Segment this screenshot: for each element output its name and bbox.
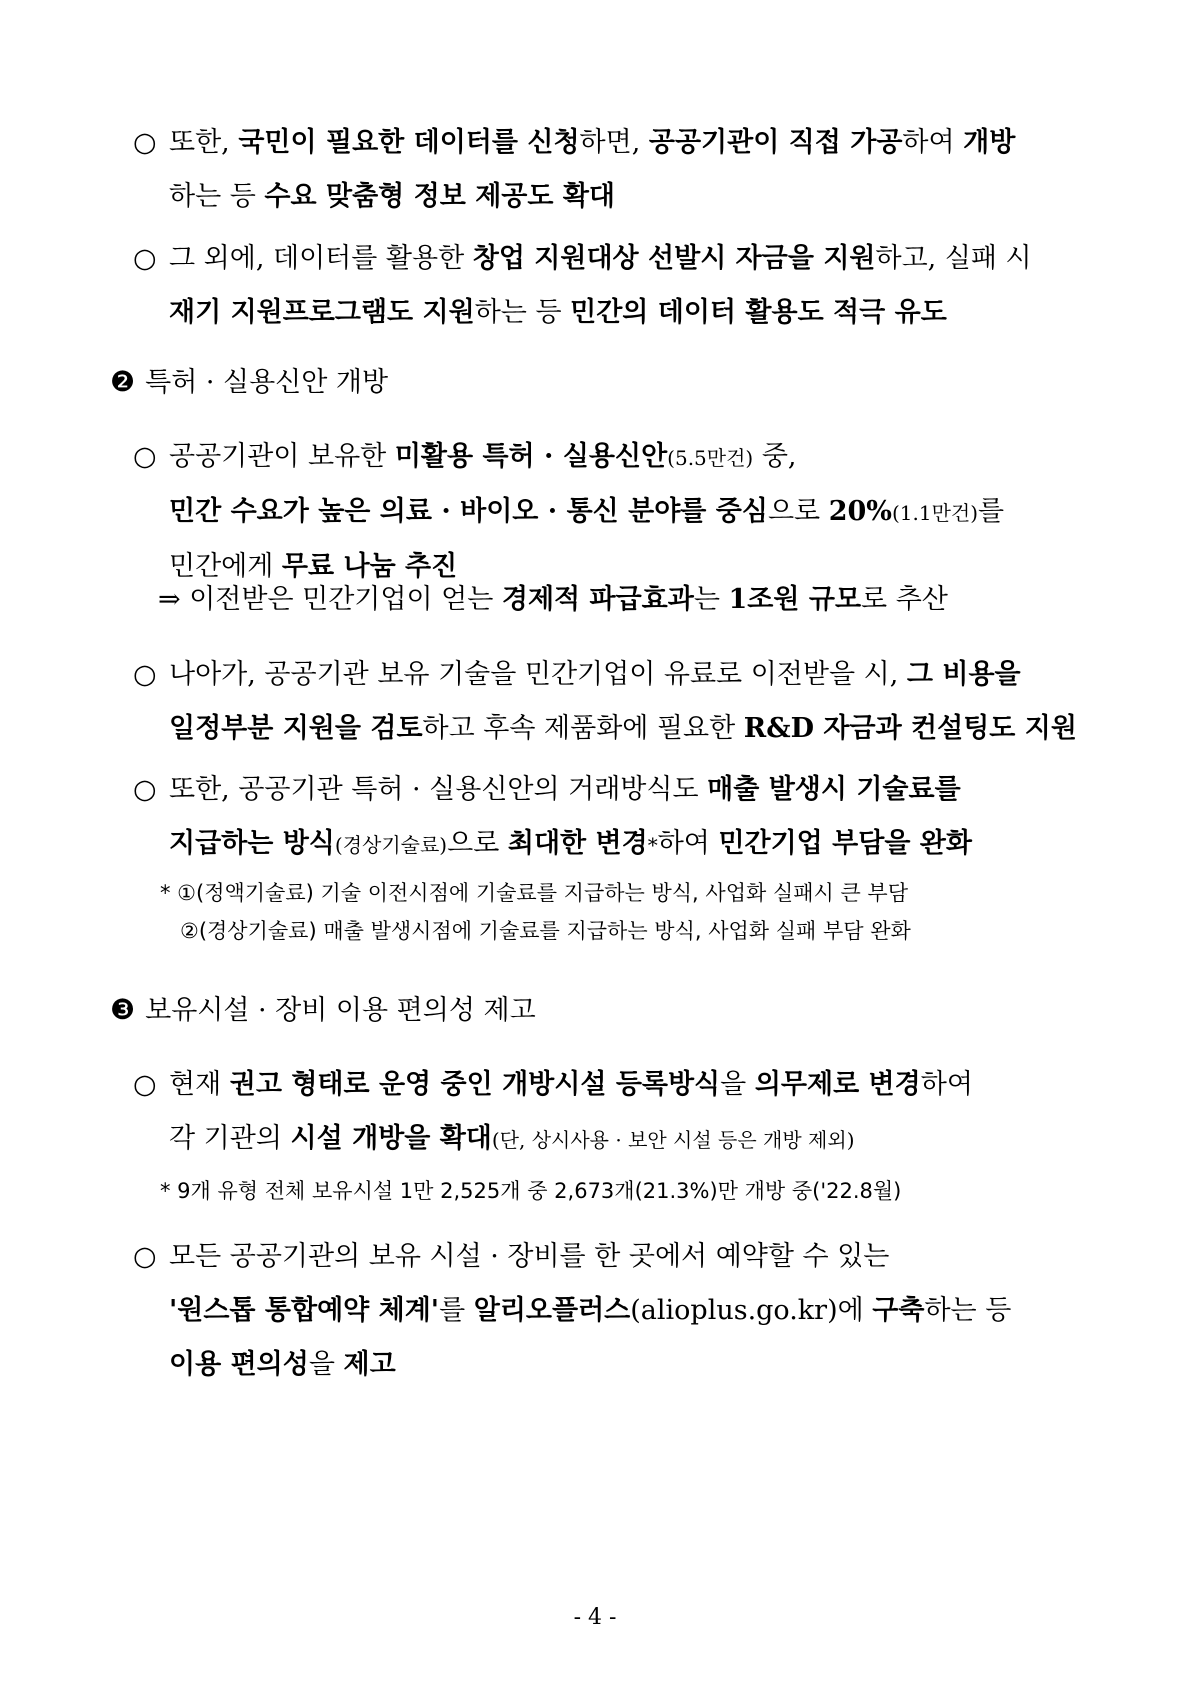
text-run: 그 외에, 데이터를 활용한 xyxy=(169,243,473,274)
text-run: ⇒ 이전받은 민간기업이 얻는 xyxy=(158,584,502,615)
bold-text-run: 그 비용을 xyxy=(906,659,1021,690)
line xyxy=(133,170,1093,224)
bold-text-run: 알리오플러스 xyxy=(473,1295,631,1326)
bold-text-run: 최대한 변경 xyxy=(507,828,648,859)
line xyxy=(169,1069,973,1100)
section-heading-facilities xyxy=(110,990,536,1031)
line xyxy=(169,127,1015,158)
bold-text-run: 민간기업 부담을 완화 xyxy=(718,828,972,859)
bullet-symbol: ○ xyxy=(133,659,157,690)
paragraph-facility-opening xyxy=(133,1058,1093,1167)
footnote-running-royalty: ②(경상기술료) 매출 발생시점에 기술료를 지급하는 방식, 사업화 실패 부담 완화 xyxy=(180,919,911,943)
paragraph-onestop-booking xyxy=(133,1230,1093,1392)
section-number: ❷ xyxy=(110,365,136,398)
line xyxy=(133,1284,1093,1338)
line xyxy=(133,702,1093,756)
bold-text-run: 공공기관이 직접 가공 xyxy=(648,127,903,158)
bullet-symbol: ○ xyxy=(133,774,157,805)
bold-text-run: 제고 xyxy=(343,1349,396,1380)
paragraph-data-request xyxy=(133,116,1093,224)
line xyxy=(169,243,1032,274)
text-run: 를 xyxy=(978,496,1005,527)
bold-text-run: 경제적 파급효과 xyxy=(501,584,694,615)
bullet-symbol: ○ xyxy=(133,1241,157,1272)
paragraph-transfer-support xyxy=(133,648,1093,756)
text-run: (경상기술료) xyxy=(334,833,448,857)
bold-text-run: R&D 자금과 컨설팅도 지원 xyxy=(743,713,1077,744)
bold-text-run: 권고 형태로 운영 중인 개방시설 등록방식 xyxy=(229,1069,721,1100)
bullet-symbol: ○ xyxy=(133,243,157,274)
text-run: 하면, xyxy=(579,127,649,158)
line xyxy=(169,659,1021,690)
line xyxy=(169,774,961,805)
line xyxy=(133,817,1093,872)
text-run: 각 기관의 xyxy=(169,1123,291,1154)
text-run: 을 xyxy=(720,1069,755,1100)
line xyxy=(133,485,1093,540)
section-title: 보유시설 · 장비 이용 편의성 제고 xyxy=(145,995,536,1026)
line xyxy=(169,1241,889,1272)
bold-text-run: 수요 맞춤형 정보 제공도 확대 xyxy=(264,181,616,212)
bold-text-run: 일정부분 지원을 검토 xyxy=(169,713,423,744)
text-run: * xyxy=(647,833,658,857)
text-run: 하고 후속 제품화에 필요한 xyxy=(422,713,744,744)
bold-text-run: 재기 지원프로그램도 지원 xyxy=(169,297,475,328)
text-run: (단, 상시사용 · 보안 시설 등은 개방 제외) xyxy=(491,1128,855,1152)
text-run: 중, xyxy=(753,441,797,472)
line xyxy=(133,1112,1093,1167)
text-run: 하는 등 xyxy=(924,1295,1012,1326)
text-run: 하는 등 xyxy=(474,297,571,328)
bold-text-run: 1조원 규모 xyxy=(728,584,862,615)
text-run: 하여 xyxy=(902,127,964,158)
paragraph-startup-support xyxy=(133,232,1093,340)
text-run: 또한, xyxy=(169,127,239,158)
text-run: 또한, 공공기관 특허 · 실용신안의 거래방식도 xyxy=(169,774,708,805)
bullet-symbol: ○ xyxy=(133,1069,157,1100)
text-run: 하여 xyxy=(920,1069,973,1100)
bold-text-run: 매출 발생시 기술료를 xyxy=(707,774,961,805)
text-run: 하고, 실패 시 xyxy=(875,243,1032,274)
paragraph-royalty-change xyxy=(133,763,1093,872)
text-run: 현재 xyxy=(169,1069,230,1100)
bold-text-run: 20% xyxy=(828,496,892,527)
page-number: - 4 - xyxy=(573,1605,617,1630)
bold-text-run: 개방 xyxy=(963,127,1016,158)
section-title: 특허 · 실용신안 개방 xyxy=(145,367,389,398)
bold-text-run: 의무제로 변경 xyxy=(754,1069,921,1100)
text-run: 나아가, 공공기관 보유 기술을 민간기업이 유료로 이전받을 시, xyxy=(169,659,907,690)
text-run: (5.5만건) xyxy=(667,446,754,470)
bold-text-run: 창업 지원대상 선발시 자금을 지원 xyxy=(472,243,876,274)
section-number: ❸ xyxy=(110,993,136,1026)
line xyxy=(169,441,796,472)
text-run: 을 xyxy=(308,1349,344,1380)
bold-text-run: 민간의 데이터 활용도 적극 유도 xyxy=(570,297,947,328)
text-run: (alioplus.go.kr)에 xyxy=(630,1295,873,1326)
bold-text-run: 민간 수요가 높은 의료 · 바이오 · 통신 분야를 중심 xyxy=(169,496,768,527)
paragraph-patent-sharing xyxy=(133,430,1093,594)
text-run: 를 xyxy=(439,1295,474,1326)
bold-text-run: 국민이 필요한 데이터를 신청 xyxy=(238,127,580,158)
bold-text-run: 미활용 특허 · 실용신안 xyxy=(394,441,668,472)
bold-text-run: 구축 xyxy=(872,1295,925,1326)
section-heading-patents xyxy=(110,362,388,403)
text-run: (1.1만건) xyxy=(891,501,979,525)
text-run: 민간에게 xyxy=(169,551,282,582)
text-run: 하여 xyxy=(657,828,719,859)
text-run: 하는 등 xyxy=(169,181,265,212)
text-run: 으로 xyxy=(767,496,829,527)
line xyxy=(133,1338,1093,1392)
footnote-fixed-royalty: * ①(정액기술료) 기술 이전시점에 기술료를 지급하는 방식, 사업화 실패시 큰 부담 xyxy=(160,881,909,905)
bullet-symbol: ○ xyxy=(133,127,157,158)
line xyxy=(133,286,1093,340)
text-run: 공공기관이 보유한 xyxy=(169,441,395,472)
text-run: 로 추산 xyxy=(861,584,948,615)
text-run: 으로 xyxy=(447,828,508,859)
footnote-facility-stats: * 9개 유형 전체 보유시설 1만 2,525개 중 2,673개(21.3%)만 개방 중('22.8월) xyxy=(160,1179,902,1203)
bullet-symbol: ○ xyxy=(133,441,157,472)
bold-text-run: 이용 편의성 xyxy=(169,1349,309,1380)
bold-text-run: 지급하는 방식 xyxy=(169,828,335,859)
text-run: 모든 공공기관의 보유 시설 · 장비를 한 곳에서 예약할 수 있는 xyxy=(169,1241,890,1272)
text-run: 는 xyxy=(693,584,729,615)
effect-arrow-note xyxy=(158,580,948,620)
bold-text-run: 시설 개방을 확대 xyxy=(290,1123,492,1154)
bold-text-run: 무료 나눔 추진 xyxy=(281,551,458,582)
bold-text-run: '원스톱 통합예약 체계' xyxy=(169,1295,440,1326)
